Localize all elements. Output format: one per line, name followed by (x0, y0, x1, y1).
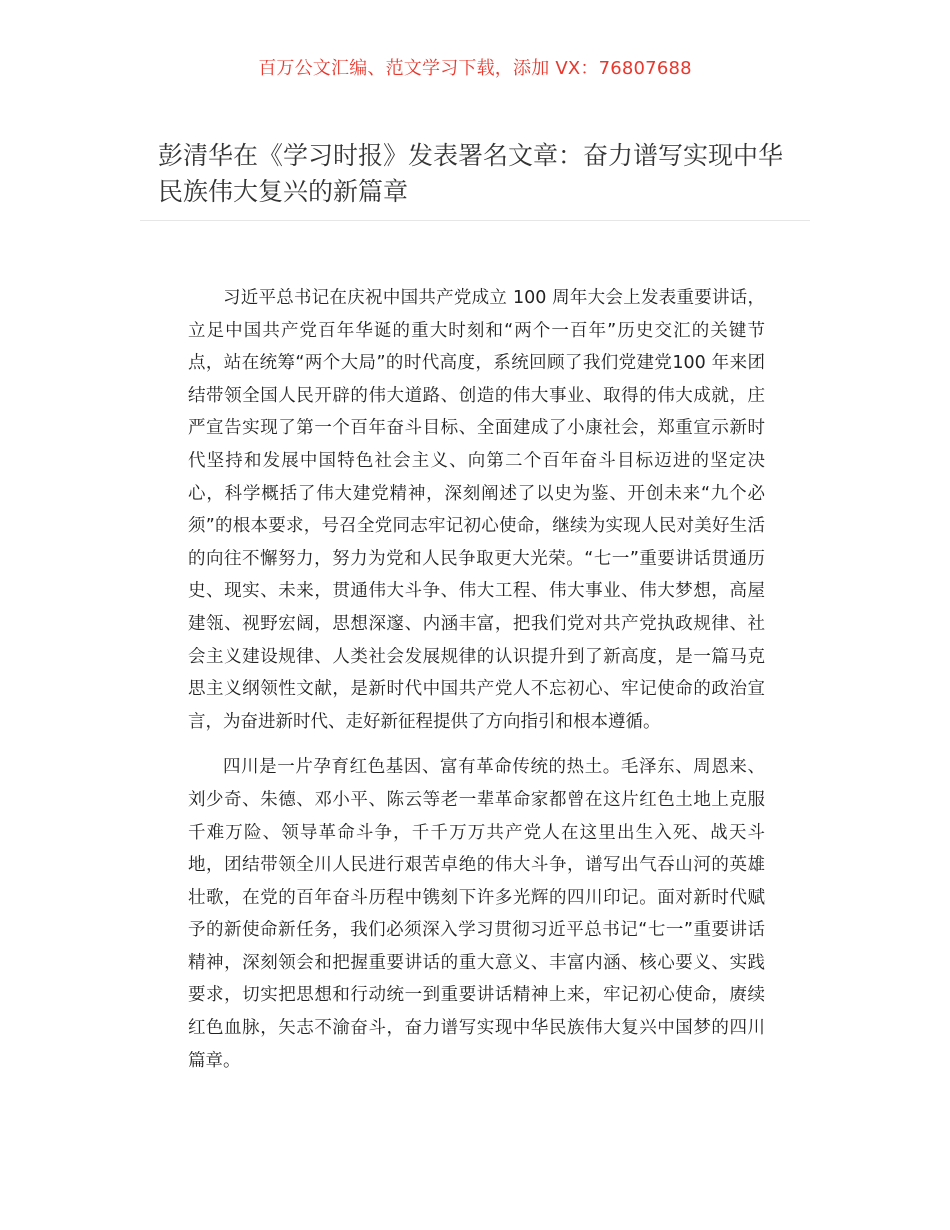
paragraph-1: 习近平总书记在庆祝中国共产党成立 100 周年大会上发表重要讲话，立足中国共产党百年华诞的重大时刻和“两个一百年”历史交汇的关键节点，站在统筹“两个大局”的时代高度，系统回顾了我们党建党100 年来团结带领全国人民开辟的伟大道路、创造的伟大事业、取得的伟大成就，庄严宣告实现了第一个百年奋斗目标、全面建成了小康社会，郑重宣示新时代坚持和发展中国特色社会主义、向第二个百年奋斗目标迈进的坚定决心，科学概括了伟大建党精神，深刻阐述了以史为鉴、开创未来“九个必须”的根本要求，号召全党同志牢记初心使命，继续为实现人民对美好生活的向往不懈努力，努力为党和人民争取更大光荣。“七一”重要讲话贯通历史、现实、未来，贯通伟大斗争、伟大工程、伟大事业、伟大梦想，高屋建瓴、视野宏阔，思想深邃、内涵丰富，把我们党对共产党执政规律、社会主义建设规律、人类社会发展规律的认识提升到了新高度，是一篇马克思主义纲领性文献，是新时代中国共产党人不忘初心、牢记使命的政治宣言，为奋进新时代、走好新征程提供了方向指引和根本遵循。 (188, 288, 765, 732)
header-banner: 百万公文汇编、范文学习下载，添加 VX：76807688 (258, 58, 692, 79)
paragraph-2: 四川是一片孕育红色基因、富有革命传统的热土。毛泽东、周恩来、刘少奇、朱德、邓小平、陈云等老一辈革命家都曾在这片红色土地上克服千难万险、领导革命斗争，千千万万共产党人在这里出生入死、战天斗地，团结带领全川人民进行艰苦卓绝的伟大斗争，谱写出气吞山河的英雄壮歌，在党的百年奋斗历程中镌刻下许多光辉的四川印记。面对新时代赋予的新使命新任务，我们必须深入学习贯彻习近平总书记“七一”重要讲话精神，深刻领会和把握重要讲话的重大意义、丰富内涵、核心要义、实践要求，切实把思想和行动统一到重要讲话精神上来，牢记初心使命，赓续红色血脉，矢志不渝奋斗，奋力谱写实现中华民族伟大复兴中国梦的四川篇章。 (188, 757, 765, 1071)
article-body (188, 282, 765, 1090)
article-title: 彭清华在《学习时报》发表署名文章：奋力谱写实现中华民族伟大复兴的新篇章 (158, 141, 784, 206)
title-divider (140, 220, 810, 221)
